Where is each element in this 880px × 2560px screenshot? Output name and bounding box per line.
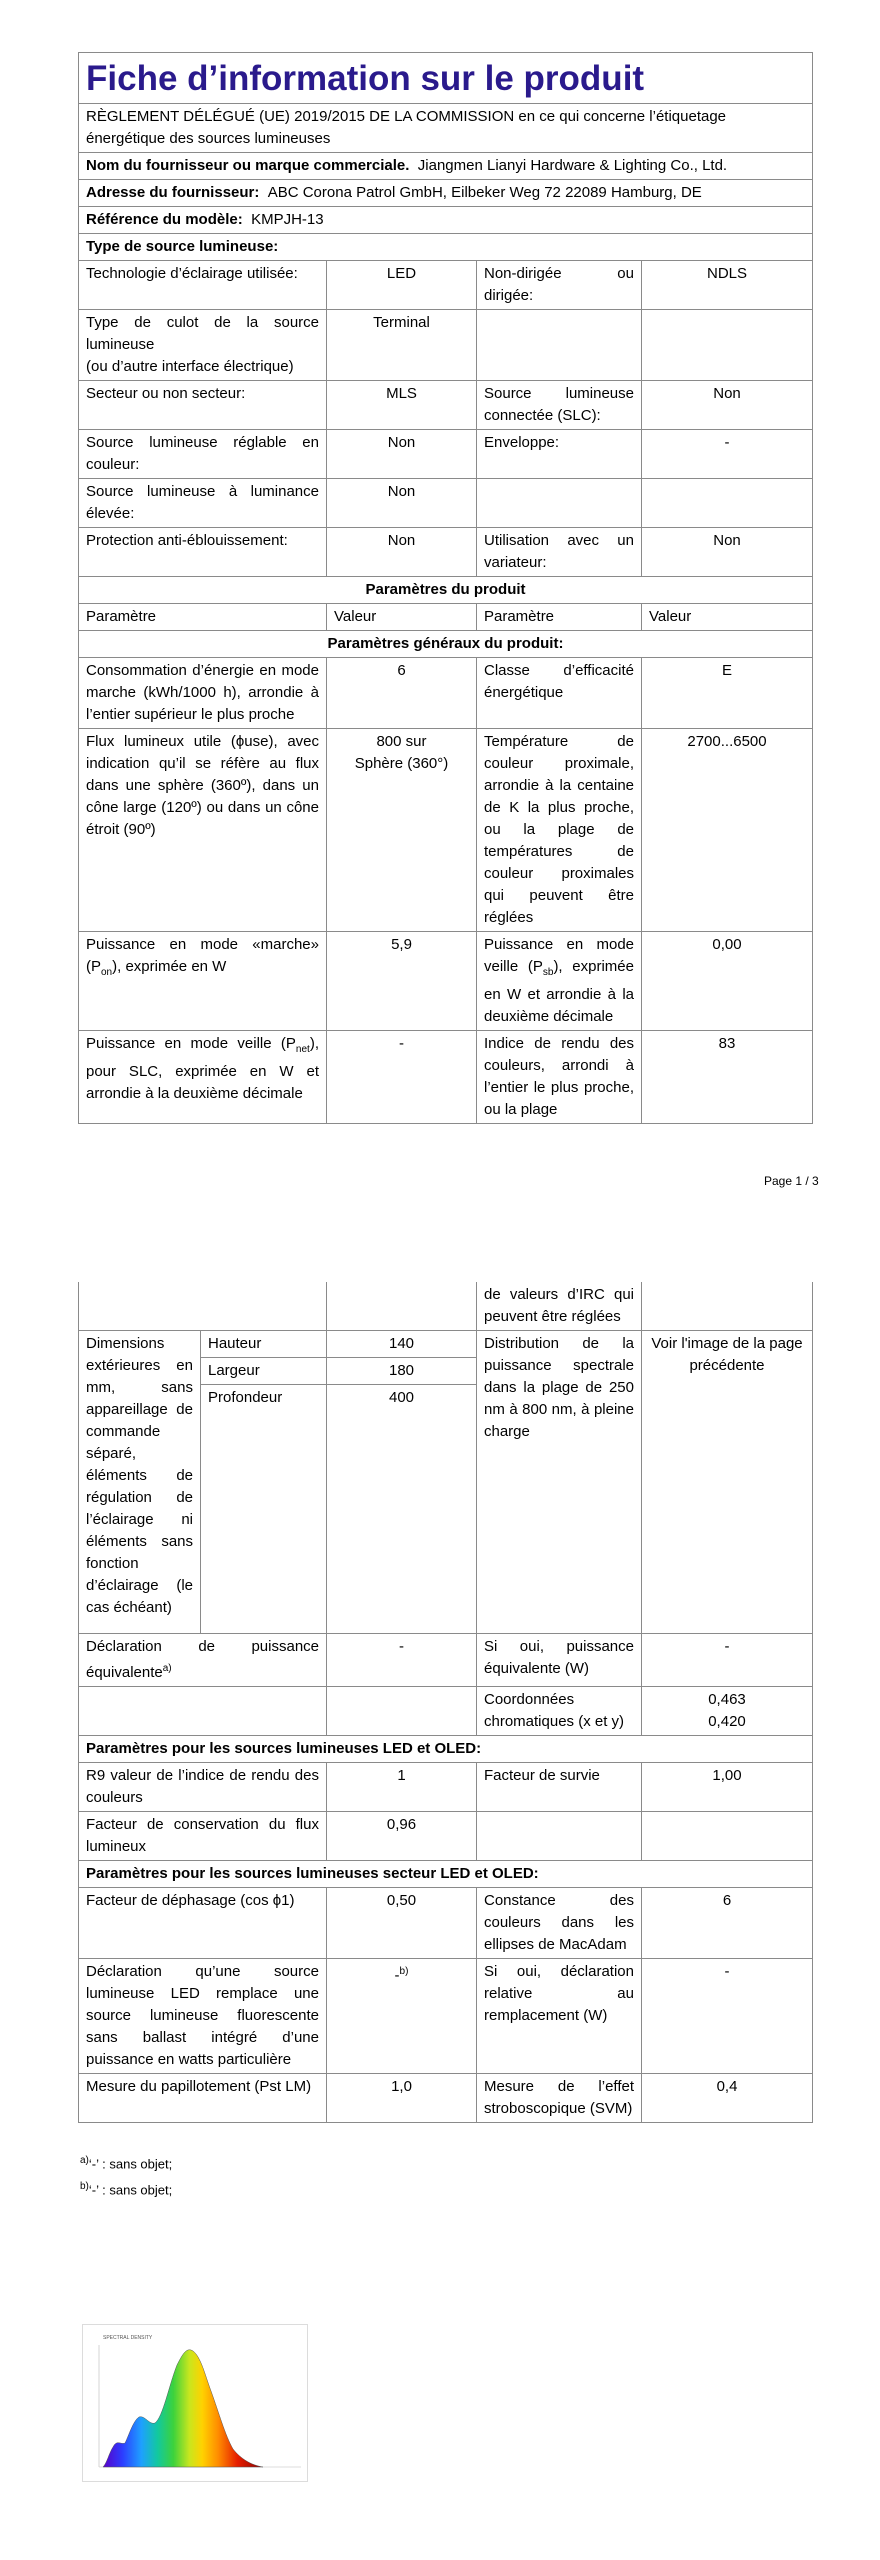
- column-header-param: Paramètre: [477, 604, 642, 631]
- equivalent-power-label: Déclaration de puissance équivalente$^{a)}$: [79, 1633, 327, 1686]
- param-row: [79, 1633, 813, 1686]
- source-type-label: Protection anti-éblouissement:: [79, 528, 327, 577]
- param-row: [79, 1811, 813, 1860]
- cri-value: 83: [642, 1031, 813, 1124]
- chromaticity-x: 0,463: [708, 1690, 746, 1708]
- supplier-address-label: Adresse du fournisseur:: [86, 184, 260, 201]
- depth-value: 400: [327, 1385, 477, 1412]
- product-params-heading: Paramètres du produit: [79, 577, 813, 604]
- stroboscopic-value: 0,4: [642, 2073, 813, 2122]
- consumption-value: 6: [327, 658, 477, 729]
- source-type-label: Secteur ou non secteur:: [79, 381, 327, 430]
- regulation-row: [79, 104, 813, 153]
- source-type-row: [79, 381, 813, 430]
- stroboscopic-label: Mesure de l’effet stroboscopique (SVM): [477, 2073, 642, 2122]
- product-info-table-page-1: [78, 52, 813, 1124]
- source-type-label: [477, 310, 642, 381]
- page-1: [0, 52, 880, 1124]
- mains-params-heading: Paramètres pour les sources lumineuses secteur LED et OLED:: [79, 1860, 813, 1887]
- source-type-row: [79, 479, 813, 528]
- survival-factor-label: Facteur de survie: [477, 1762, 642, 1811]
- networked-standby-label: Puissance en mode veille $(P_{net})$, pour SLC, exprimée en W et arrondie à la deuxième décimale: [79, 1031, 327, 1124]
- title-row: [79, 53, 813, 104]
- mains-params-heading-row: [79, 1860, 813, 1887]
- cap-type-label-note: (ou d’autre interface électrique): [86, 358, 294, 375]
- replacement-power-value: -: [642, 1958, 813, 2073]
- chromaticity-label: Coordonnées chromatiques (x et y): [477, 1686, 642, 1735]
- param-row: [79, 1762, 813, 1811]
- source-type-label: Source lumineuse connectée (SLC):: [477, 381, 642, 430]
- dimensions-row: [79, 1331, 813, 1358]
- macadam-value: 6: [642, 1887, 813, 1958]
- product-params-heading-row: [79, 577, 813, 604]
- source-type-value: NDLS: [642, 261, 813, 310]
- param-row: [79, 729, 813, 932]
- source-type-label: Source lumineuse à luminance élevée:: [79, 479, 327, 528]
- supplier-address-value: ABC Corona Patrol GmbH, Eilbeker Weg 72 22089 Hamburg, DE: [267, 184, 702, 201]
- consumption-label: Consommation d’énergie en mode marche (kWh/1000 h), arrondie à l’entier supérieur le plus proche: [79, 658, 327, 729]
- standby-power-label: Puissance en mode veille $(P_{sb})$, exprimée en W et arrondie à la deuxième décimale: [477, 932, 642, 1031]
- spectral-distribution-image: [82, 2324, 308, 2482]
- replacement-claim-label: Déclaration qu’une source lumineuse LED remplace une source lumineuse fluorescente sans ballast intégré d’une puissance en watts particulière: [79, 1958, 327, 2073]
- depth-label: Profondeur: [201, 1385, 327, 1412]
- on-mode-power-value: 5,9: [327, 932, 477, 1031]
- supplier-name-row: [79, 153, 813, 180]
- flux-maintenance-value: 0,96: [327, 1811, 477, 1860]
- page-title: Fiche d’information sur le produit: [79, 53, 813, 104]
- replacement-power-label: Si oui, déclaration relative au remplacement (W): [477, 1958, 642, 2073]
- param-row: [79, 1958, 813, 2073]
- r9-label: R9 valeur de l’indice de rendu des couleurs: [79, 1762, 327, 1811]
- source-type-value: Terminal: [327, 310, 477, 381]
- param-row: [79, 1686, 813, 1735]
- page-2: [0, 1282, 880, 2123]
- source-type-row: [79, 528, 813, 577]
- source-type-label: Enveloppe:: [477, 430, 642, 479]
- dimensions-label: Dimensions extérieures en mm, sans appareillage de commande séparé, éléments de régulation de l’éclairage ni éléments sans fonction d’éclairage (le cas échéant): [79, 1331, 201, 1634]
- param-row: [79, 2073, 813, 2122]
- source-type-row: [79, 430, 813, 479]
- source-type-label: Source lumineuse réglable en couleur:: [79, 430, 327, 479]
- regulation-text: RÈGLEMENT DÉLÉGUÉ (UE) 2019/2015 DE LA COMMISSION en ce qui concerne l’étiquetage énergétique des sources lumineuses: [79, 104, 813, 153]
- chromaticity-y: 0,420: [708, 1712, 746, 1730]
- model-value: KMPJH-13: [251, 211, 324, 228]
- survival-factor-value: 1,00: [642, 1762, 813, 1811]
- footnote-a: $^{a)}$‘-’ : sans objet;: [80, 2155, 173, 2172]
- on-mode-power-label: Puissance en mode «marche» $(P_{on})$, exprimée en W: [79, 932, 327, 1031]
- efficiency-class-label: Classe d’efficacité énergétique: [477, 658, 642, 729]
- led-params-heading: Paramètres pour les sources lumineuses LED et OLED:: [79, 1735, 813, 1762]
- source-type-value: Non: [327, 528, 477, 577]
- power-factor-label: Facteur de déphasage (cos ϕ1): [79, 1887, 327, 1958]
- source-type-value: Non: [642, 528, 813, 577]
- source-type-value: MLS: [327, 381, 477, 430]
- supplier-name-value: Jiangmen Lianyi Hardware & Lighting Co., Ltd.: [417, 157, 728, 174]
- column-header-row: [79, 604, 813, 631]
- column-header-param: Paramètre: [79, 604, 327, 631]
- spectrum-curve: [103, 2350, 263, 2467]
- param-row: [79, 1031, 813, 1124]
- source-type-row: [79, 261, 813, 310]
- led-params-heading-row: [79, 1735, 813, 1762]
- source-type-value: -: [642, 430, 813, 479]
- source-type-label: Non-dirigée ou dirigée:: [477, 261, 642, 310]
- equivalent-power-value: -: [327, 1633, 477, 1686]
- spectral-distribution-chart: [83, 2325, 307, 2481]
- macadam-label: Constance des couleurs dans les ellipses de MacAdam: [477, 1887, 642, 1958]
- luminous-flux-label: Flux lumineux utile (ϕuse), avec indication qu’il se réfère au flux dans une sphère (360º), dans un cône large (120º) ou dans un cône étroit (90º): [79, 729, 327, 932]
- height-value: 140: [327, 1331, 477, 1358]
- page-number: Page 1 / 3: [764, 1174, 819, 1188]
- flicker-value: 1,0: [327, 2073, 477, 2122]
- flicker-label: Mesure du papillotement (Pst LM): [79, 2073, 327, 2122]
- source-type-value: LED: [327, 261, 477, 310]
- param-row: [79, 658, 813, 729]
- source-type-value: Non: [327, 430, 477, 479]
- general-params-heading-row: [79, 631, 813, 658]
- height-label: Hauteur: [201, 1331, 327, 1358]
- width-value: 180: [327, 1358, 477, 1385]
- supplier-name-label: Nom du fournisseur ou marque commerciale.: [86, 157, 410, 174]
- model-label: Référence du modèle:: [86, 211, 243, 228]
- replacement-claim-value: -$^{b)}$: [327, 1958, 477, 2073]
- source-type-value: Non: [642, 381, 813, 430]
- networked-standby-value: -: [327, 1031, 477, 1124]
- color-temperature-value: 2700...6500: [642, 729, 813, 932]
- spectrum-title: SPECTRAL DENSITY: [103, 2335, 153, 2341]
- param-row: [79, 1887, 813, 1958]
- color-temperature-label: Température de couleur proximale, arrondie à la centaine de K la plus proche, ou la plage de températures de couleur proximales qui peuvent être réglées: [477, 729, 642, 932]
- source-type-row: [79, 310, 813, 381]
- equivalent-power-watts-value: -: [642, 1633, 813, 1686]
- r9-value: 1: [327, 1762, 477, 1811]
- spectral-distribution-label: Distribution de la puissance spectrale dans la plage de 250 nm à 800 nm, à pleine charge: [477, 1331, 642, 1634]
- luminous-flux-cone: Sphère (360°): [354, 755, 449, 772]
- source-type-value: Non: [327, 479, 477, 528]
- source-type-label: [477, 479, 642, 528]
- efficiency-class-value: E: [642, 658, 813, 729]
- spectral-distribution-value: Voir l'image de la page précédente: [642, 1331, 813, 1634]
- power-factor-value: 0,50: [327, 1887, 477, 1958]
- source-type-value: [642, 310, 813, 381]
- param-row-continued: [79, 1282, 813, 1331]
- cap-type-label: Type de culot de la source lumineuse: [86, 314, 319, 353]
- cri-label: Indice de rendu des couleurs, arrondi à l’entier le plus proche, ou la plage: [477, 1031, 642, 1124]
- source-type-value: [642, 479, 813, 528]
- product-info-table-page-2: [78, 1282, 813, 2123]
- source-type-heading: Type de source lumineuse:: [79, 234, 813, 261]
- standby-power-value: 0,00: [642, 932, 813, 1031]
- cri-label-continued: de valeurs d’IRC qui peuvent être réglées: [477, 1282, 642, 1331]
- supplier-address-row: [79, 180, 813, 207]
- equivalent-power-watts-label: Si oui, puissance équivalente (W): [477, 1633, 642, 1686]
- footnote-b: $^{b)}$‘-’ : sans objet;: [80, 2181, 173, 2198]
- column-header-value: Valeur: [642, 604, 813, 631]
- flux-maintenance-label: Facteur de conservation du flux lumineux: [79, 1811, 327, 1860]
- source-type-label: Technologie d’éclairage utilisée:: [79, 261, 327, 310]
- column-header-value: Valeur: [327, 604, 477, 631]
- param-row: [79, 932, 813, 1031]
- source-type-heading-row: [79, 234, 813, 261]
- source-type-label: Utilisation avec un variateur:: [477, 528, 642, 577]
- model-row: [79, 207, 813, 234]
- luminous-flux-value: 800 sur: [376, 733, 427, 750]
- width-label: Largeur: [201, 1358, 327, 1385]
- general-params-heading: Paramètres généraux du produit:: [79, 631, 813, 658]
